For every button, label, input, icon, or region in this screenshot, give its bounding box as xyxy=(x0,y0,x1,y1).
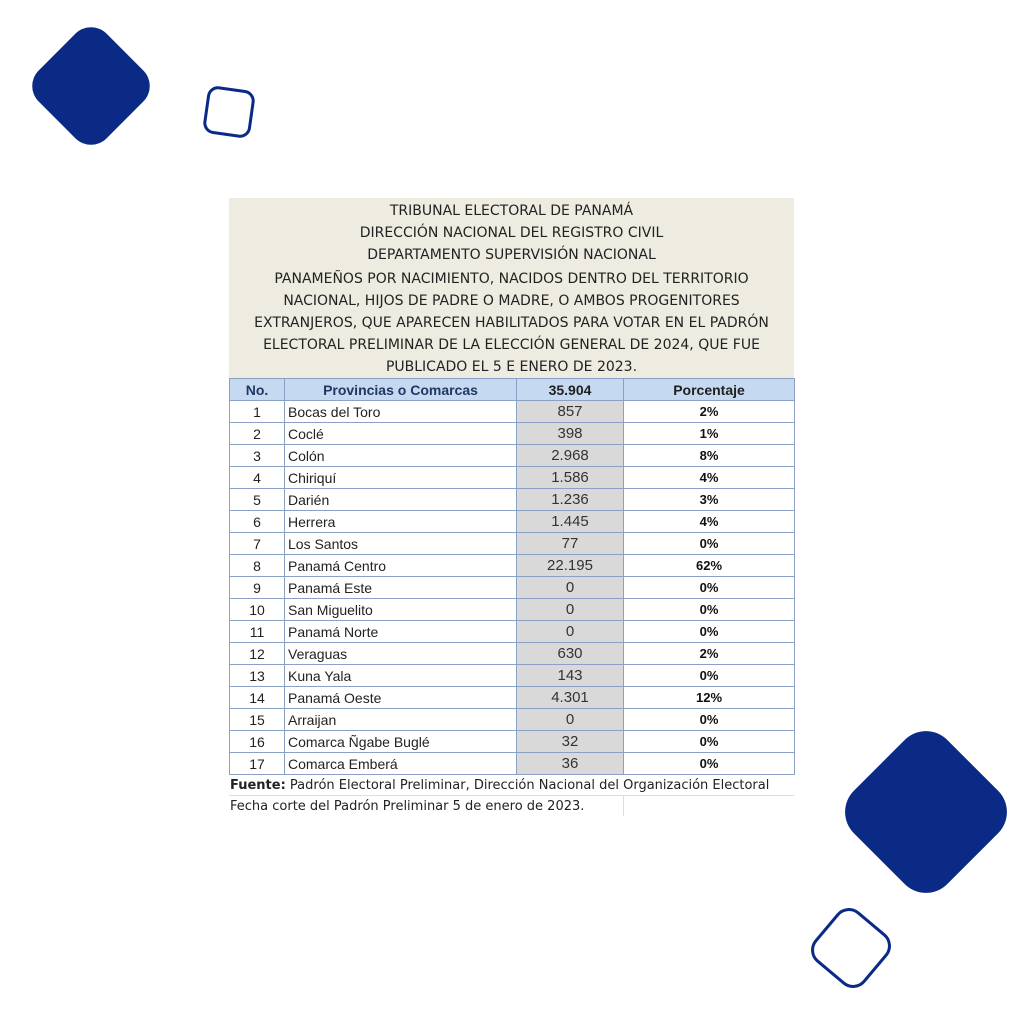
header-line: DEPARTAMENTO SUPERVISIÓN NACIONAL xyxy=(367,247,656,263)
cell-total: 1.586 xyxy=(517,467,624,489)
header-line: DIRECCIÓN NACIONAL DEL REGISTRO CIVIL xyxy=(359,225,664,241)
cell-total: 0 xyxy=(517,577,624,599)
decorative-filled-square xyxy=(23,18,159,154)
cell-no: 8 xyxy=(230,555,285,577)
cell-province: Comarca Ñgabe Buglé xyxy=(285,731,517,753)
cell-no: 15 xyxy=(230,709,285,731)
cell-province: Comarca Emberá xyxy=(285,753,517,775)
table-row xyxy=(230,401,795,423)
cell-province: Veraguas xyxy=(285,643,517,665)
column-header-province: Provincias o Comarcas xyxy=(285,379,517,401)
decorative-outline-square xyxy=(805,902,898,995)
cell-total: 1.445 xyxy=(517,511,624,533)
cell-no: 1 xyxy=(230,401,285,423)
province-table xyxy=(229,378,795,775)
cell-total: 143 xyxy=(517,665,624,687)
cell-no: 9 xyxy=(230,577,285,599)
table-row xyxy=(230,577,795,599)
cell-province: Panamá Oeste xyxy=(285,687,517,709)
cell-province: Bocas del Toro xyxy=(285,401,517,423)
cell-total: 0 xyxy=(517,621,624,643)
cell-no: 2 xyxy=(230,423,285,445)
table-row xyxy=(230,467,795,489)
decorative-filled-square xyxy=(833,719,1020,906)
cell-no: 14 xyxy=(230,687,285,709)
cell-total: 398 xyxy=(517,423,624,445)
cell-no: 12 xyxy=(230,643,285,665)
cell-province: San Miguelito xyxy=(285,599,517,621)
cell-province: Coclé xyxy=(285,423,517,445)
cell-province: Kuna Yala xyxy=(285,665,517,687)
cell-province: Herrera xyxy=(285,511,517,533)
cell-total: 630 xyxy=(517,643,624,665)
cell-province: Colón xyxy=(285,445,517,467)
cell-total: 32 xyxy=(517,731,624,753)
cell-no: 17 xyxy=(230,753,285,775)
cell-percentage: 0% xyxy=(624,665,795,687)
cell-percentage: 0% xyxy=(624,599,795,621)
header-line: TRIBUNAL ELECTORAL DE PANAMÁ xyxy=(389,203,634,219)
cell-percentage: 0% xyxy=(624,621,795,643)
table-row xyxy=(230,511,795,533)
table-row xyxy=(230,687,795,709)
cell-total: 22.195 xyxy=(517,555,624,577)
cell-percentage: 0% xyxy=(624,577,795,599)
cell-no: 3 xyxy=(230,445,285,467)
cell-no: 6 xyxy=(230,511,285,533)
cell-percentage: 12% xyxy=(624,687,795,709)
cell-no: 5 xyxy=(230,489,285,511)
header-description: PANAMEÑOS POR NACIMIENTO, NACIDOS DENTRO DEL TERRITORIO NACIONAL, HIJOS DE PADRE O MADRE, O AMBOS PROGENITORES EXTRANJEROS, QUE APARECEN HABILITADOS PARA VOTAR EN EL PADRÓN ELECTORAL PRELIMINAR DE LA ELECCIÓN GENERAL DE 2024, QUE FUE PUBLICADO EL 5 E ENERO DE 2023. xyxy=(254,271,769,375)
cell-total: 2.968 xyxy=(517,445,624,467)
source-note: Fuente: Padrón Electoral Preliminar, Dirección Nacional del Organización Electoral xyxy=(229,775,794,796)
cell-percentage: 4% xyxy=(624,467,795,489)
table-row xyxy=(230,709,795,731)
cell-no: 13 xyxy=(230,665,285,687)
table-row xyxy=(230,423,795,445)
cell-percentage: 62% xyxy=(624,555,795,577)
cell-percentage: 0% xyxy=(624,709,795,731)
table-header-row xyxy=(230,379,795,401)
table-row xyxy=(230,621,795,643)
column-header-total: 35.904 xyxy=(517,379,624,401)
cell-no: 10 xyxy=(230,599,285,621)
cell-percentage: 3% xyxy=(624,489,795,511)
table-row xyxy=(230,445,795,467)
spreadsheet-image xyxy=(229,198,794,816)
decorative-outline-square xyxy=(202,85,256,139)
cell-total: 1.236 xyxy=(517,489,624,511)
cell-no: 16 xyxy=(230,731,285,753)
cell-percentage: 0% xyxy=(624,753,795,775)
cell-total: 36 xyxy=(517,753,624,775)
table-row xyxy=(230,599,795,621)
table-row xyxy=(230,643,795,665)
table-row xyxy=(230,555,795,577)
cell-total: 77 xyxy=(517,533,624,555)
cell-province: Arraijan xyxy=(285,709,517,731)
cell-total: 0 xyxy=(517,709,624,731)
cell-total: 0 xyxy=(517,599,624,621)
cell-total: 4.301 xyxy=(517,687,624,709)
cutoff-note: Fecha corte del Padrón Preliminar 5 de enero de 2023. xyxy=(229,796,624,816)
cell-percentage: 2% xyxy=(624,401,795,423)
cell-percentage: 0% xyxy=(624,731,795,753)
cell-province: Panamá Norte xyxy=(285,621,517,643)
cell-percentage: 1% xyxy=(624,423,795,445)
cell-province: Panamá Este xyxy=(285,577,517,599)
cell-province: Chiriquí xyxy=(285,467,517,489)
cell-percentage: 0% xyxy=(624,533,795,555)
table-row xyxy=(230,665,795,687)
document-header xyxy=(229,198,794,378)
table-row xyxy=(230,533,795,555)
column-header-percentage: Porcentaje xyxy=(624,379,795,401)
table-footer xyxy=(229,775,794,816)
table-row xyxy=(230,731,795,753)
cell-no: 11 xyxy=(230,621,285,643)
cell-province: Darién xyxy=(285,489,517,511)
table-row xyxy=(230,753,795,775)
cell-no: 7 xyxy=(230,533,285,555)
cell-percentage: 4% xyxy=(624,511,795,533)
cell-percentage: 8% xyxy=(624,445,795,467)
cell-no: 4 xyxy=(230,467,285,489)
cell-total: 857 xyxy=(517,401,624,423)
cell-province: Los Santos xyxy=(285,533,517,555)
table-row xyxy=(230,489,795,511)
column-header-no: No. xyxy=(230,379,285,401)
cell-percentage: 2% xyxy=(624,643,795,665)
cell-province: Panamá Centro xyxy=(285,555,517,577)
